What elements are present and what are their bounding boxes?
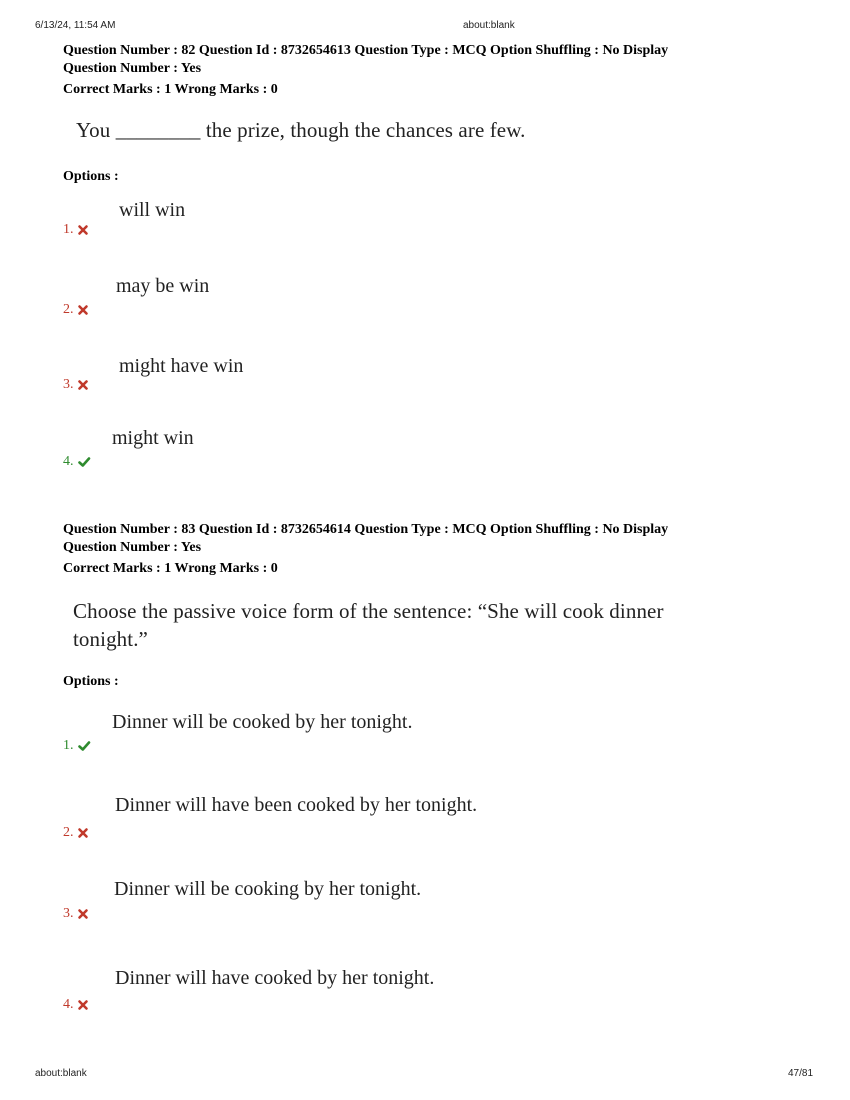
question-marks: Correct Marks : 1 Wrong Marks : 0 (63, 82, 278, 97)
option-text-4: might win (112, 427, 194, 449)
option-number: 3. (63, 377, 74, 392)
cross-icon (77, 224, 89, 236)
option-number: 3. (63, 906, 74, 921)
print-page-number: 47/81 (788, 1068, 814, 1079)
question-meta-line1: Question Number : 82 Question Id : 8732654613 Question Type : MCQ Option Shuffling : No Display (63, 43, 669, 58)
question-meta-line1: Question Number : 83 Question Id : 8732654614 Question Type : MCQ Option Shuffling : No Display (63, 522, 669, 537)
option-text-3: might have win (119, 355, 244, 377)
options-label: Options : (63, 674, 119, 689)
option-text-2: Dinner will have been cooked by her tonight. (115, 794, 478, 816)
option-marker-1 (63, 738, 91, 754)
option-marker-1 (63, 222, 89, 238)
option-number: 4. (63, 454, 74, 469)
print-footer-url: about:blank (35, 1068, 87, 1079)
cross-icon (77, 379, 89, 391)
question-meta-line2: Question Number : Yes (63, 540, 202, 555)
option-number: 4. (63, 997, 74, 1012)
option-marker-4 (63, 454, 91, 470)
cross-icon (77, 999, 89, 1011)
option-text-2: may be win (116, 275, 210, 297)
option-marker-2 (63, 825, 89, 841)
option-number: 1. (63, 738, 74, 753)
option-text-1: will win (119, 199, 186, 221)
cross-icon (77, 908, 89, 920)
option-marker-3 (63, 906, 89, 922)
question-meta-line2: Question Number : Yes (63, 61, 202, 76)
check-icon (77, 740, 91, 752)
option-marker-2 (63, 302, 89, 318)
option-number: 2. (63, 302, 74, 317)
question-text: You ________ the prize, though the chances are few. (76, 118, 526, 142)
cross-icon (77, 827, 89, 839)
option-marker-3 (63, 377, 89, 393)
option-text-1: Dinner will be cooked by her tonight. (112, 711, 413, 733)
print-page-title: about:blank (463, 20, 515, 31)
print-timestamp: 6/13/24, 11:54 AM (35, 20, 116, 31)
cross-icon (77, 304, 89, 316)
check-icon (77, 456, 91, 468)
options-label: Options : (63, 169, 119, 184)
option-number: 2. (63, 825, 74, 840)
question-marks: Correct Marks : 1 Wrong Marks : 0 (63, 561, 278, 576)
option-text-4: Dinner will have cooked by her tonight. (115, 967, 435, 989)
option-number: 1. (63, 222, 74, 237)
question-text-line1: Choose the passive voice form of the sentence: “She will cook dinner (73, 599, 664, 623)
option-text-3: Dinner will be cooking by her tonight. (114, 878, 422, 900)
option-marker-4 (63, 997, 89, 1013)
question-text-line2: tonight.” (73, 627, 148, 651)
